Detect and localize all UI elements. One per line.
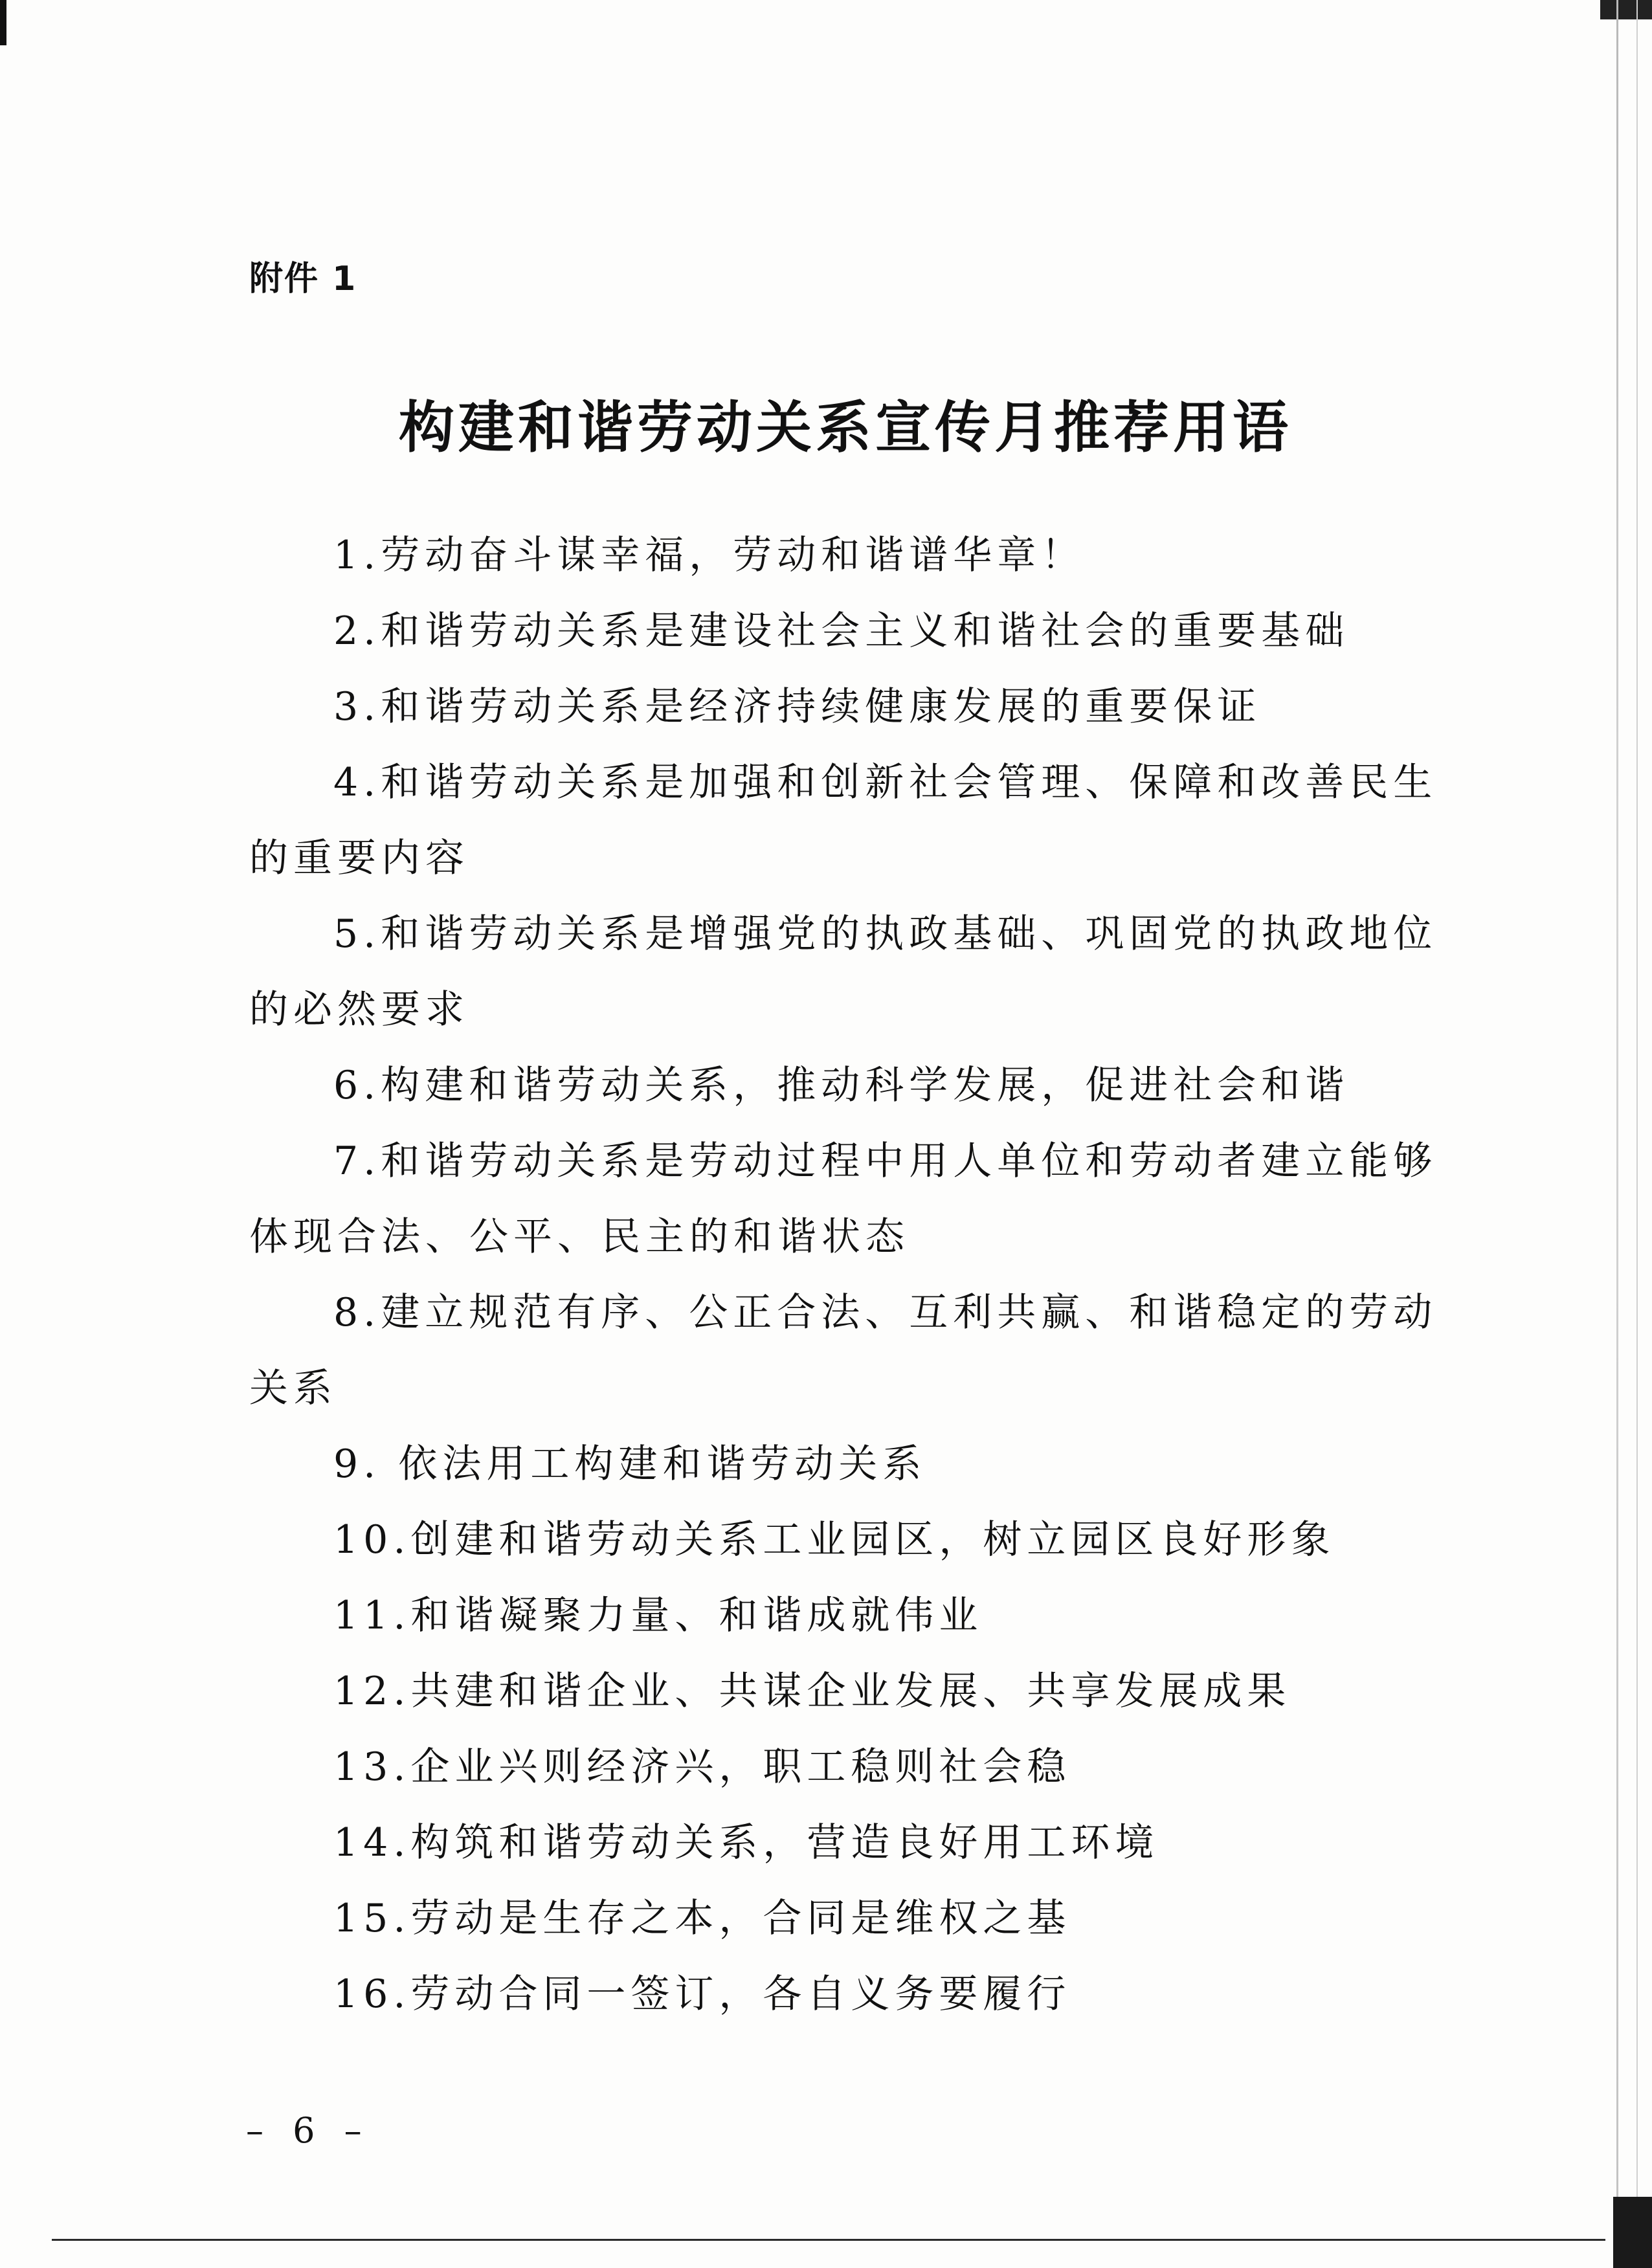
slogan-item: 9. 依法用工构建和谐劳动关系 [333,1441,927,1487]
slogan-item: 4.和谐劳动关系是加强和创新社会管理、保障和改善民生的重要内容 [249,760,1438,881]
scan-edge-right-inner [1636,0,1638,2268]
slogan-item: 10.创建和谐劳动关系工业园区，树立园区良好形象 [333,1517,1335,1562]
slogan-list [249,518,1447,2032]
page-number: – 6 – [246,2110,371,2151]
slogan-item: 3.和谐劳动关系是经济持续健康发展的重要保证 [333,684,1262,729]
scan-edge-top-right [1600,0,1652,19]
slogan-item: 16.劳动合同一签订，各自义务要履行 [333,1972,1071,2017]
attachment-label: 附件 1 [249,260,357,298]
scan-edge-left [0,0,6,45]
slogan-item: 1.劳动奋斗谋幸福，劳动和谐谱华章！ [333,533,1086,578]
slogan-item: 5.和谐劳动关系是增强党的执政基础、巩固党的执政地位的必然要求 [249,911,1438,1032]
slogan-item: 15.劳动是生存之本，合同是维权之基 [333,1896,1071,1941]
slogan-item: 6.构建和谐劳动关系，推动科学发展，促进社会和谐 [333,1063,1350,1108]
scan-edge-bottom [52,2239,1605,2241]
document-title: 构建和谐劳动关系宣传月推荐用语 [399,395,1292,460]
slogan-item: 14.构筑和谐劳动关系，营造良好用工环境 [333,1820,1159,1865]
scan-edge-right [1616,0,1618,2268]
slogan-item: 7.和谐劳动关系是劳动过程中用人单位和劳动者建立能够体现合法、公平、民主的和谐状态 [249,1139,1438,1260]
slogan-item: 12.共建和谐企业、共谋企业发展、共享发展成果 [333,1669,1291,1714]
scan-edge-bottom-right [1613,2197,1652,2268]
slogan-item: 11.和谐凝聚力量、和谐成就伟业 [333,1593,983,1638]
slogan-item: 2.和谐劳动关系是建设社会主义和谐社会的重要基础 [333,608,1350,654]
slogan-item: 8.建立规范有序、公正合法、互利共赢、和谐稳定的劳动关系 [249,1290,1438,1411]
slogan-item: 13.企业兴则经济兴，职工稳则社会稳 [333,1744,1071,1790]
